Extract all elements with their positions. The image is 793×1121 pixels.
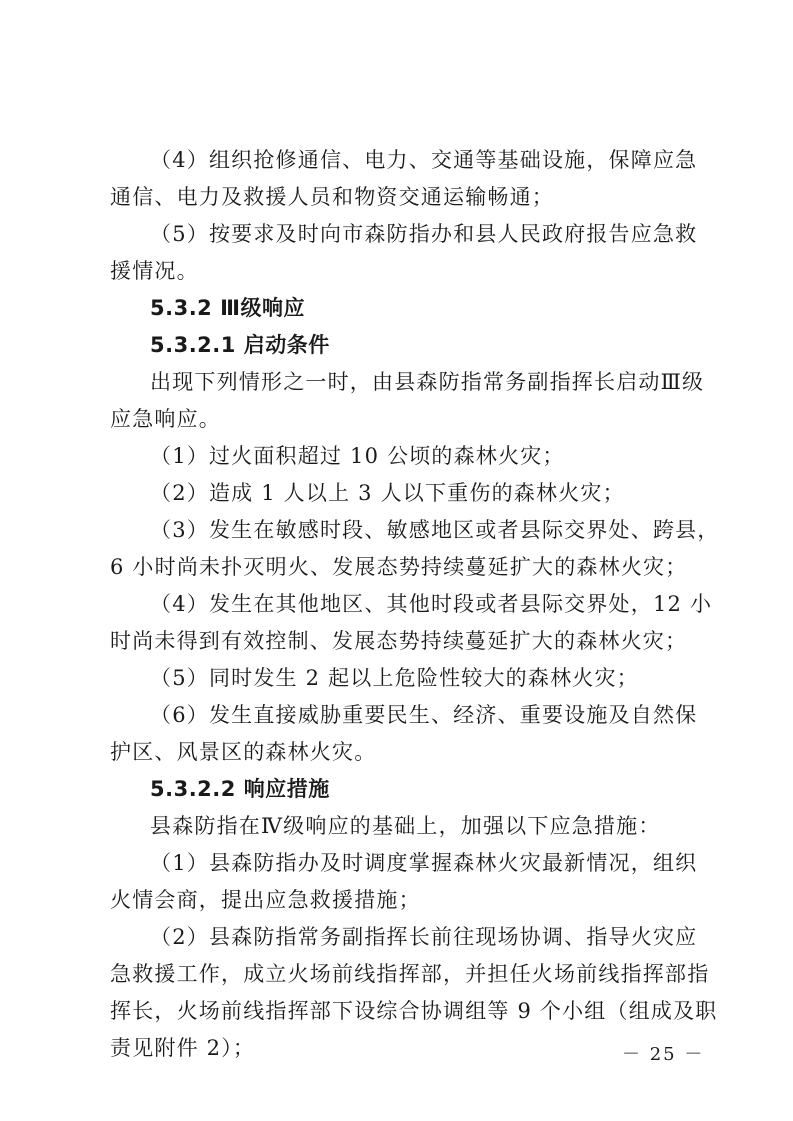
list-item-line: （1）县森防指办及时调度掌握森林火灾最新情况，组织 — [150, 851, 698, 875]
paragraph-line: 援情况。 — [110, 259, 199, 283]
list-item-line: 火情会商，提出应急救援措施； — [110, 888, 421, 912]
list-item-line: 时尚未得到有效控制、发展态势持续蔓延扩大的森林火灾； — [110, 629, 688, 653]
subsection-heading: 5.3.2.2 响应措施 — [150, 777, 330, 801]
list-item-line: 急救援工作，成立火场前线指挥部，并担任火场前线指挥部指 — [110, 962, 710, 986]
paragraph-line: 通信、电力及救援人员和物资交通运输畅通； — [110, 185, 554, 209]
list-item-line: （4）发生在其他地区、其他时段或者县际交界处，12 小 — [150, 592, 713, 616]
list-item-line: 责见附件 2）； — [110, 1036, 256, 1060]
list-item-line: （1）过火面积超过 10 公顷的森林火灾； — [150, 444, 565, 468]
list-item-line: 护区、风景区的森林火灾。 — [110, 740, 377, 764]
section-heading: 5.3.2 Ⅲ级响应 — [150, 296, 305, 320]
paragraph-line: 应急响应。 — [110, 407, 221, 431]
paragraph-line: 县森防指在Ⅳ级响应的基础上，加强以下应急措施： — [150, 814, 661, 838]
paragraph-line: （5）按要求及时向市森防指办和县人民政府报告应急救 — [150, 222, 698, 246]
list-item-line: （3）发生在敏感时段、敏感地区或者县际交界处、跨县， — [150, 518, 720, 542]
list-item-line: 6 小时尚未扑灭明火、发展态势持续蔓延扩大的森林火灾； — [110, 555, 688, 579]
paragraph-line: 出现下列情形之一时，由县森防指常务副指挥长启动Ⅲ级 — [150, 370, 705, 394]
list-item-line: （2）造成 1 人以上 3 人以下重伤的森林火灾； — [150, 481, 625, 505]
paragraph-line: （4）组织抢修通信、电力、交通等基础设施，保障应急 — [150, 148, 698, 172]
page-number: － 25 － — [622, 1044, 705, 1065]
list-item-line: （6）发生直接威胁重要民生、经济、重要设施及自然保 — [150, 703, 698, 727]
list-item-line: （2）县森防指常务副指挥长前往现场协调、指导火灾应 — [150, 925, 698, 949]
list-item-line: （5）同时发生 2 起以上危险性较大的森林火灾； — [150, 666, 639, 690]
list-item-line: 挥长，火场前线指挥部下设综合协调组等 9 个小组（组成及职 — [110, 999, 718, 1023]
subsection-heading: 5.3.2.1 启动条件 — [150, 333, 330, 357]
